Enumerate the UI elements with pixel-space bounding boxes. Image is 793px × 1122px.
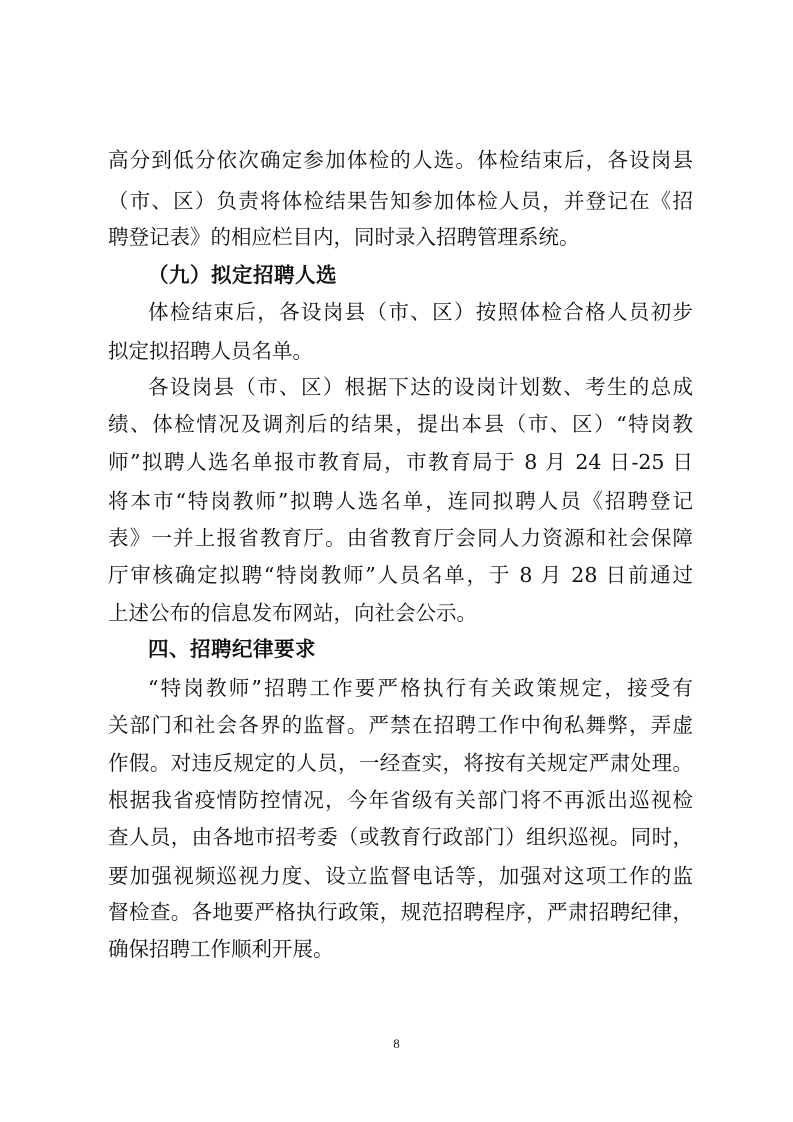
body-text-line: 厅审核确定拟聘“特岗教师”人员名单，于 8 月 28 日前通过 [108, 563, 693, 587]
body-text-line: 确保招聘工作顺利开展。 [108, 937, 334, 961]
section-heading: 四、招聘纪律要求 [148, 637, 316, 661]
body-text-line: 高分到低分依次确定参加体检的人选。体检结束后，各设岗县 [108, 148, 693, 172]
body-text-line: 将本市“特岗教师”拟聘人选名单，连同拟聘人员《招聘登记 [108, 489, 693, 513]
body-text-line: 查人员，由各地市招考委（或教育行政部门）组织巡视。同时， [108, 825, 693, 849]
page-number: 8 [393, 1036, 400, 1051]
body-text-line: 上述公布的信息发布网站，向社会公示。 [108, 601, 477, 625]
body-text-line: 根据我省疫情防控情况，今年省级有关部门将不再派出巡视检 [108, 788, 693, 812]
body-text-line: 各设岗县（市、区）根据下达的设岗计划数、考生的总成 [148, 375, 693, 399]
body-text-line: 表》一并上报省教育厅。由省教育厅会同人力资源和社会保障 [108, 526, 693, 550]
body-text-line: “特岗教师”招聘工作要严格执行有关政策规定，接受有 [148, 676, 693, 700]
body-text-line: 绩、体检情况及调剂后的结果，提出本县（市、区）“特岗教 [108, 412, 693, 436]
body-text-line: 拟定拟招聘人员名单。 [108, 339, 313, 363]
section-heading: （九）拟定招聘人选 [148, 263, 337, 287]
body-text-line: 要加强视频巡视力度、设立监督电话等，加强对这项工作的监 [108, 864, 693, 888]
body-text-line: 作假。对违反规定的人员，一经查实，将按有关规定严肃处理。 [108, 751, 693, 775]
body-text-line: 师”拟聘人选名单报市教育局，市教育局于 8 月 24 日-25 日 [108, 450, 693, 474]
body-text-line: 督检查。各地要严格执行政策，规范招聘程序，严肃招聘纪律， [108, 900, 693, 924]
body-text-line: 体检结束后，各设岗县（市、区）按照体检合格人员初步 [148, 300, 693, 324]
body-text-line: 聘登记表》的相应栏目内，同时录入招聘管理系统。 [108, 225, 580, 249]
body-text-line: 关部门和社会各界的监督。严禁在招聘工作中徇私舞弊，弄虚 [108, 713, 693, 737]
body-text-line: （市、区）负责将体检结果告知参加体检人员，并登记在《招 [108, 189, 693, 213]
